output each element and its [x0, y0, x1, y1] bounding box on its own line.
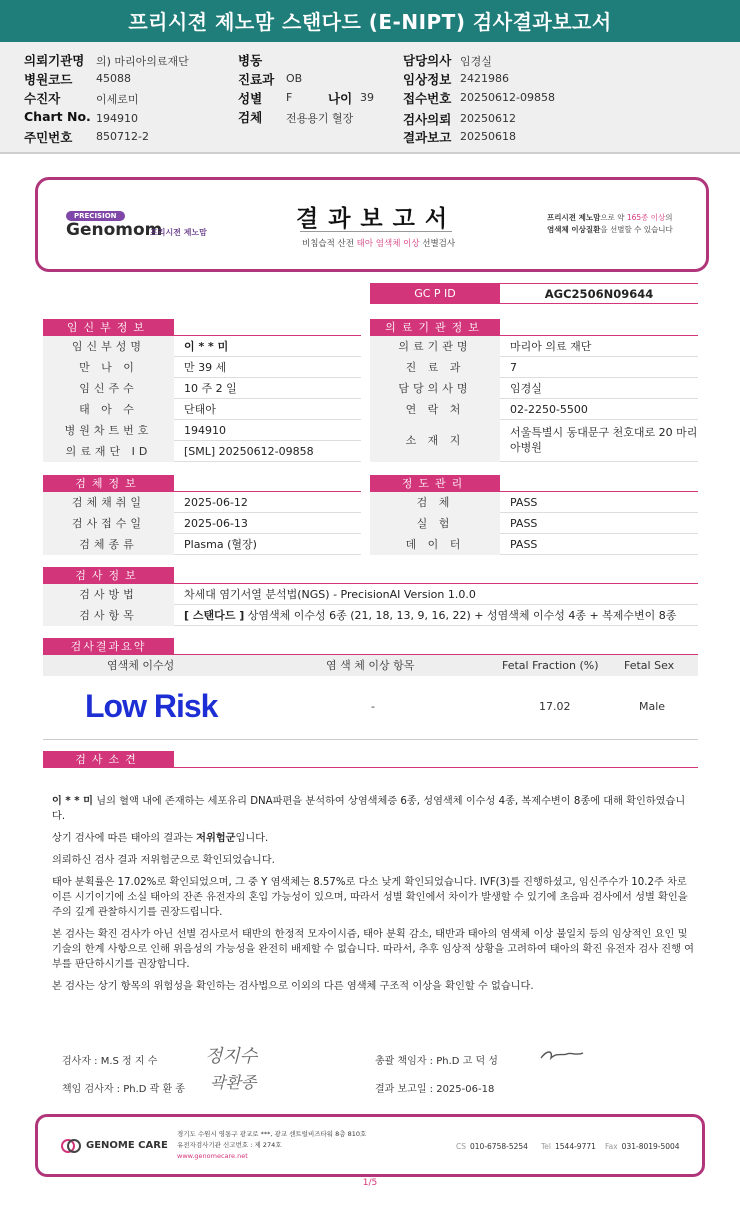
report-subtitle: [302, 237, 455, 249]
table-row: [43, 420, 361, 441]
precision-badge: PRECISION: [66, 211, 125, 221]
finding-paragraph: 태아 분획률은 17.02%로 확인되었으며, 그 중 Y 염색체는 8.57%로 다소 낮게 확인되었습니다. IVF(3)를 진행하셨고, 임신주수가 10.2주 차로 이른 시기이기에 소실 태아의 잔존 유전자의 혼입 가능성이 있으며, 따라서 성별 확인에서 차이가 발생할 수 있기에 초음파 검사에서 성별 확인을 주의 깊게 관찰하시기를 권장드립니다.: [52, 877, 688, 918]
hospital-code-label: 병원코드: [24, 72, 73, 87]
footer-address-line: 경기도 수원시 영통구 광교로 ***, 광교 센트럴비즈타워 8층 810호: [177, 1130, 367, 1138]
ward-label: 병동: [238, 53, 263, 68]
row-value: 2025-06-13: [184, 517, 248, 530]
table-row: [43, 378, 361, 399]
responsible-signature: 곽환종: [210, 1073, 257, 1092]
report-date-label: 결과보고: [403, 130, 452, 145]
institution-label: 의뢰기관명: [24, 53, 85, 68]
summary-header: 검사결과요약: [43, 638, 174, 655]
director-signature: [537, 1044, 587, 1066]
receipt-value: 20250612-09858: [460, 91, 555, 104]
row-key: 담당의사명: [370, 378, 500, 399]
pregnant-info-header: 임신부정보: [43, 319, 174, 336]
dept-label: 진료과: [238, 72, 275, 87]
row-value: 7: [510, 361, 517, 374]
footer-address: [177, 1129, 366, 1162]
genomecare-logo-text: GENOME CARE: [86, 1140, 168, 1151]
findings-header: 검사소견: [43, 751, 174, 768]
row-value-line: 아병원: [510, 441, 542, 454]
table-row: [43, 441, 361, 462]
table-row: [43, 492, 361, 513]
patient-value: 이세로미: [96, 93, 139, 106]
row-key: 의료재단 ID: [43, 441, 174, 462]
row-value-line: 서울특별시 동대문구 천호대로 20 마리: [510, 426, 698, 439]
age-label: 나이: [328, 91, 353, 106]
finding-text: 님의 혈액 내에 존재하는 세포유리 DNA파편을 분석하여 상염색체증 6종, 성염색체 이수성 4종, 복제수변이 8종에 대해 확인하였습니다.: [52, 796, 686, 822]
cs-label: CS: [456, 1142, 466, 1151]
gcpid-value: AGC2506N09644: [500, 283, 698, 304]
row-value: 02-2250-5500: [510, 403, 588, 416]
cs-value: 010-6758-5254: [470, 1142, 528, 1151]
specimen-value: 전용용기 혈장: [286, 112, 354, 125]
document-title: 프리시젼 제노맘 스탠다드 (E-NIPT) 검사결과보고서: [0, 0, 740, 42]
tagline-brand: 프리시젼 제노맘: [547, 213, 601, 222]
row-value: PASS: [510, 538, 538, 551]
row-value: 10 주 2 일: [184, 382, 237, 395]
request-value: 20250612: [460, 112, 516, 125]
hospital-code-value: 45088: [96, 72, 131, 85]
fetal-sex-value: Male: [639, 700, 666, 713]
tagline-bold: 염색체 이상질환: [547, 225, 601, 234]
row-value: [SML] 20250612-09858: [184, 445, 314, 458]
col-fetal-sex: Fetal Sex: [624, 659, 675, 672]
footer-tel: [541, 1142, 596, 1151]
table-row: [370, 513, 698, 534]
finding-paragraph: 본 검사는 확진 검사가 아닌 선별 검사로서 태반의 한정적 모자이시즘, 태아 분획 감소, 태반과 태아의 염색체 이상 불일치 등의 임상적인 요인 및 기술의 한계 사항으로 인해 위음성의 가능성을 완전히 배제할 수 없습니다. 따라서, 추후 임상적 상황을 고려하여 태아의 확진 유전자 검사 진행 여부를 판단하시기를 권장합니다.: [52, 929, 695, 970]
receipt-label: 접수번호: [403, 91, 452, 106]
tagline-part: 을 선별할 수 있습니다: [600, 225, 673, 234]
row-value: PASS: [510, 496, 538, 509]
risk-result: Low Risk: [85, 688, 218, 724]
subtitle-part: 선별검사: [419, 239, 456, 249]
doctor-value: 임경실: [460, 55, 492, 68]
test-items-key: 검사항목: [43, 605, 174, 626]
title-divider: [300, 231, 452, 232]
page-number: 1/5: [362, 1178, 378, 1188]
table-row: [370, 492, 698, 513]
row-key: 만 나 이: [43, 357, 174, 378]
row-key: 병원차트번호: [43, 420, 174, 441]
sex-value: F: [286, 91, 293, 104]
row-value: Plasma (혈장): [184, 538, 257, 551]
row-key: 검체채취일: [43, 492, 174, 513]
finding-paragraph: 의뢰하신 검사 결과 저위험군으로 확인되었습니다.: [52, 855, 275, 866]
subtitle-part: 비침습적 산전: [302, 239, 357, 249]
row-key: 검체종류: [43, 534, 174, 555]
chart-value: 194910: [96, 112, 138, 125]
doctor-label: 담당의사: [403, 53, 452, 68]
patient-info-panel: [0, 42, 740, 154]
row-value: PASS: [510, 517, 538, 530]
tel-value: 1544-9771: [555, 1142, 596, 1151]
tagline-part: 으로 약: [600, 213, 627, 222]
row-key: 실 험: [370, 513, 500, 534]
summary-result-row: [43, 676, 698, 740]
footer-license: 유전자검사기관 신고번호 : 제 274호: [177, 1141, 282, 1149]
row-key: 소 재 지: [370, 420, 500, 462]
risk-group: 저위험군: [196, 833, 236, 844]
row-value: 2025-06-12: [184, 496, 248, 509]
table-row: [370, 420, 698, 462]
row-key: 연 락 처: [370, 399, 500, 420]
summary-table-header: [43, 655, 698, 676]
findings-text: [52, 794, 698, 1001]
director-line: 총괄 책임자 : Ph.D 고 덕 성: [375, 1056, 498, 1067]
row-value: 마리아 의료 재단: [510, 340, 592, 353]
footer-website[interactable]: www.genomecare.net: [177, 1152, 248, 1160]
report-tagline: [547, 212, 673, 236]
dept-value: OB: [286, 72, 303, 85]
col-abnormal: 염 색 체 이상 항목: [326, 659, 415, 672]
table-row: [43, 399, 361, 420]
resident-value: 850712-2: [96, 130, 149, 143]
patient-name-masked: 이 * * 미: [52, 796, 93, 807]
institution-info-header: 의료기관정보: [370, 319, 500, 336]
table-row: [43, 513, 361, 534]
fetal-fraction-value: 17.02: [539, 700, 571, 713]
subtitle-highlight: 태아 염색체 이상: [356, 239, 420, 249]
row-key: 검사접수일: [43, 513, 174, 534]
row-key: 임신부성명: [43, 336, 174, 357]
patient-label: 수진자: [24, 91, 61, 106]
table-row: [43, 357, 361, 378]
table-row: [43, 534, 361, 555]
row-key: 의료기관명: [370, 336, 500, 357]
test-items-row: [43, 605, 698, 626]
specimen-info-header: 검체정보: [43, 475, 174, 492]
tester-line: 검사자 : M.S 정 지 수: [62, 1056, 158, 1067]
table-row: [370, 336, 698, 357]
finding-paragraph: [52, 831, 698, 846]
row-key: 데 이 터: [370, 534, 500, 555]
row-value: 임경실: [510, 382, 542, 395]
qc-header: 정도관리: [370, 475, 500, 492]
fax-value: 031-8019-5004: [621, 1142, 680, 1151]
test-items-text: 상염색체 이수성 6종 (21, 18, 13, 9, 16, 22) + 성염색체 이수성 4종 + 복제수변이 8종: [244, 609, 677, 622]
col-fetal-fraction: Fetal Fraction (%): [502, 659, 599, 672]
finding-paragraph: [52, 794, 698, 824]
finding-text: 상기 검사에 따른 태아의 결과는: [52, 833, 197, 844]
table-row: [370, 378, 698, 399]
section-rule: [174, 767, 698, 768]
responsible-tester-line: 책임 검사자 : Ph.D 곽 환 종: [62, 1084, 185, 1095]
abnormal-value: -: [371, 700, 375, 713]
row-value: [500, 420, 697, 462]
request-label: 검사의뢰: [403, 112, 452, 127]
sex-label: 성별: [238, 91, 263, 106]
test-info-header: 검사정보: [43, 567, 174, 584]
test-items-value: [174, 605, 676, 626]
row-key: 진 료 과: [370, 357, 500, 378]
specimen-label: 검체: [238, 110, 263, 125]
tel-label: Tel: [541, 1142, 552, 1151]
resident-label: 주민번호: [24, 130, 73, 145]
tester-signature: 정지수: [205, 1046, 258, 1067]
institution-value: 의) 마리아의료재단: [96, 55, 189, 68]
footer-fax: [605, 1142, 680, 1151]
tagline-highlight: 165종 이상: [626, 213, 666, 222]
test-method-value: 차세대 염기서열 분석법(NGS) - PrecisionAI Version 1.0.0: [184, 588, 476, 601]
report-date-line: 결과 보고일 : 2025-06-18: [375, 1084, 495, 1095]
age-value: 39: [360, 91, 374, 104]
gcpid-label: GC P ID: [370, 283, 500, 304]
row-value: 단태아: [184, 403, 216, 416]
fax-label: Fax: [605, 1142, 618, 1151]
test-method-key: 검사방법: [43, 584, 174, 605]
row-value: 만 39 세: [184, 361, 227, 374]
genomom-logo: Genomom: [66, 220, 163, 240]
table-row: [370, 357, 698, 378]
chart-label: Chart No.: [24, 109, 91, 124]
table-row: [370, 399, 698, 420]
row-value: 194910: [184, 424, 226, 437]
test-items-tier: [ 스탠다드 ]: [184, 609, 245, 622]
finding-text: 입니다.: [235, 833, 269, 844]
tagline-part: 의: [665, 213, 673, 222]
table-row: [43, 336, 361, 357]
col-aneuploidy: 염색체 이수성: [107, 659, 175, 672]
clinical-value: 2421986: [460, 72, 509, 85]
finding-paragraph: 본 검사는 상기 항목의 위험성을 확인하는 검사법으로 이외의 다른 염색체 구조적 이상을 확인할 수 없습니다.: [52, 981, 534, 992]
table-row: [370, 534, 698, 555]
clinical-label: 임상정보: [403, 72, 452, 87]
report-title: 결과보고서: [296, 206, 458, 232]
test-method-row: [43, 584, 698, 605]
genomom-logo-sub: 프리시젼 제노맘: [150, 228, 207, 237]
genomecare-logo-icon: [60, 1138, 82, 1154]
row-key: 임신주수: [43, 378, 174, 399]
footer-cs: [456, 1142, 528, 1151]
row-value: 이 * * 미: [184, 340, 229, 353]
report-date-value: 20250618: [460, 130, 516, 143]
row-key: 검 체: [370, 492, 500, 513]
row-key: 태 아 수: [43, 399, 174, 420]
